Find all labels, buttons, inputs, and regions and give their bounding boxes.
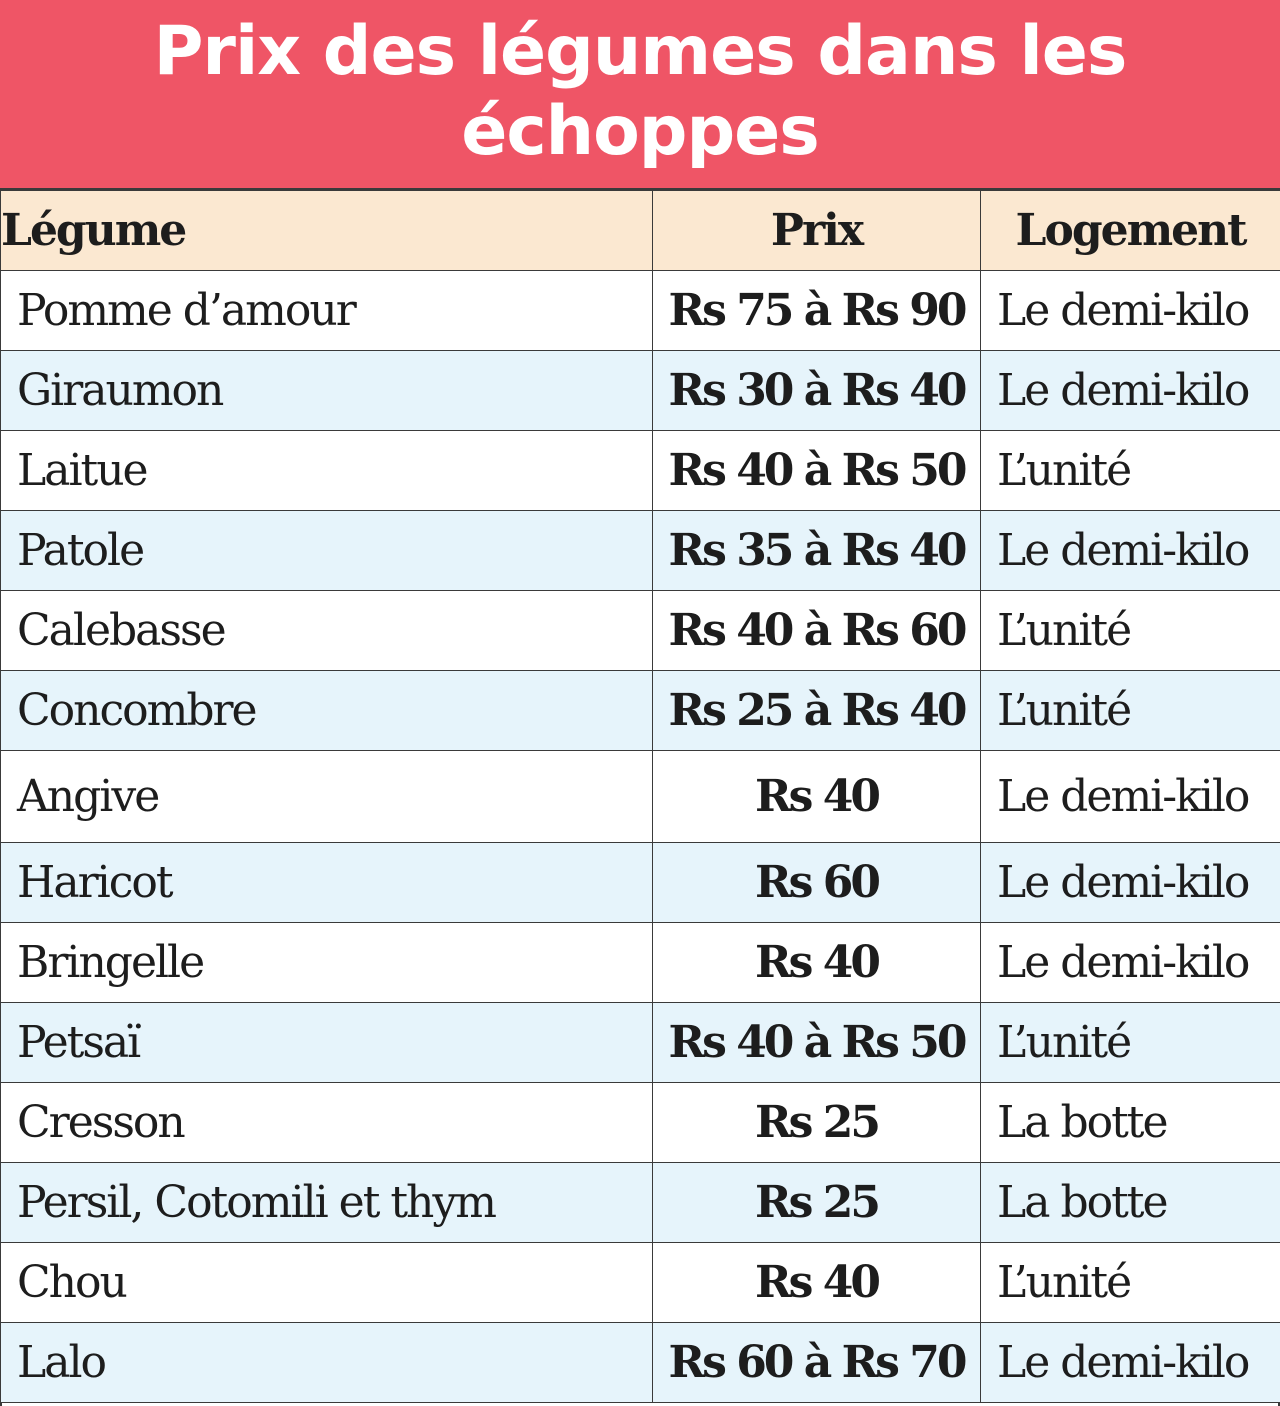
cell-logement: Le demi-kilo	[981, 843, 1280, 923]
cell-legume: Angive	[1, 751, 653, 843]
table-row	[1, 1003, 1280, 1083]
cell-logement: Le demi-kilo	[981, 511, 1280, 591]
table-row	[1, 271, 1280, 351]
title-banner	[0, 0, 1280, 190]
price-table	[0, 190, 1280, 1403]
cell-legume: Concombre	[1, 671, 653, 751]
table-row	[1, 591, 1280, 671]
cell-legume: Bringelle	[1, 923, 653, 1003]
table-row	[1, 671, 1280, 751]
cell-logement: Le demi-kilo	[981, 351, 1280, 431]
cell-prix: Rs 25	[653, 1083, 981, 1163]
table-row	[1, 1083, 1280, 1163]
cell-logement: L’unité	[981, 671, 1280, 751]
cell-legume: Cresson	[1, 1083, 653, 1163]
cell-logement: Le demi-kilo	[981, 1323, 1280, 1403]
table-row	[1, 751, 1280, 843]
cell-logement: L’unité	[981, 591, 1280, 671]
cell-prix: Rs 25	[653, 1163, 981, 1243]
cell-logement: Le demi-kilo	[981, 271, 1280, 351]
cell-prix: Rs 40 à Rs 50	[653, 1003, 981, 1083]
cell-legume: Giraumon	[1, 351, 653, 431]
cell-prix: Rs 40	[653, 751, 981, 843]
cell-prix: Rs 60 à Rs 70	[653, 1323, 981, 1403]
cell-logement: La botte	[981, 1083, 1280, 1163]
cell-logement: L’unité	[981, 1243, 1280, 1323]
cell-legume: Patole	[1, 511, 653, 591]
table-header-row	[1, 191, 1280, 271]
table-row	[1, 1323, 1280, 1403]
cell-logement: La botte	[981, 1163, 1280, 1243]
cell-legume: Pomme d’amour	[1, 271, 653, 351]
column-header-legume: Légume	[1, 191, 653, 271]
cell-prix: Rs 40	[653, 923, 981, 1003]
cell-legume: Haricot	[1, 843, 653, 923]
table-row	[1, 1163, 1280, 1243]
cell-prix: Rs 35 à Rs 40	[653, 511, 981, 591]
cell-prix: Rs 40	[653, 1243, 981, 1323]
column-header-logement: Logement	[981, 191, 1280, 271]
table-row	[1, 351, 1280, 431]
cell-legume: Laitue	[1, 431, 653, 511]
cell-prix: Rs 30 à Rs 40	[653, 351, 981, 431]
table-row	[1, 511, 1280, 591]
table-row	[1, 923, 1280, 1003]
table-row	[1, 843, 1280, 923]
cell-logement: Le demi-kilo	[981, 751, 1280, 843]
table-row	[1, 431, 1280, 511]
cell-legume: Lalo	[1, 1323, 653, 1403]
cell-prix: Rs 40 à Rs 60	[653, 591, 981, 671]
cell-legume: Chou	[1, 1243, 653, 1323]
cell-prix: Rs 40 à Rs 50	[653, 431, 981, 511]
cell-legume: Persil, Cotomili et thym	[1, 1163, 653, 1243]
cell-logement: L’unité	[981, 431, 1280, 511]
cell-prix: Rs 75 à Rs 90	[653, 271, 981, 351]
cell-legume: Calebasse	[1, 591, 653, 671]
cell-prix: Rs 25 à Rs 40	[653, 671, 981, 751]
cell-prix: Rs 60	[653, 843, 981, 923]
cell-logement: L’unité	[981, 1003, 1280, 1083]
table-row	[1, 1243, 1280, 1323]
cell-logement: Le demi-kilo	[981, 923, 1280, 1003]
cell-legume: Petsaï	[1, 1003, 653, 1083]
page-title: Prix des légumes dans les échoppes	[153, 12, 1127, 171]
column-header-prix: Prix	[653, 191, 981, 271]
